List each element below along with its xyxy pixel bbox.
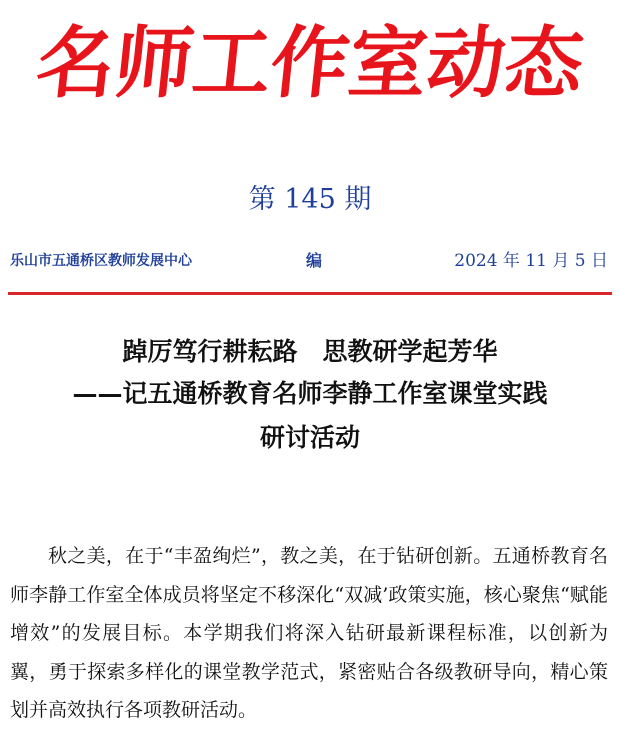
masthead-title: 名师工作室动态	[32, 19, 588, 109]
article-title-line-2: ——记五通桥教育名师李静工作室课堂实践	[72, 379, 548, 408]
issue-date: 2024 年 11 月 5 日	[454, 251, 608, 271]
article-title-line-1: 踔厉笃行耕耘路 思教研学起芳华	[122, 337, 498, 366]
article-title-line-3: 研讨活动	[259, 423, 360, 452]
header-divider	[8, 292, 612, 295]
issue-number: 第 145 期	[248, 184, 372, 215]
article-paragraph: 秋之美，在于“丰盈绚烂”，教之美，在于钻研创新。五通桥教育名师李静工作室全体成员将坚定不移深化“双减’政策实施，核心聚焦“赋能增效”的发展目标。本学期我们将深入钻研最新课程标准，以创新为翼，勇于探索多样化的课堂教学范式，紧密贴合各级教研导向，精心策划并高效执行各项教研活动。	[10, 545, 608, 722]
publisher-name: 乐山市五通桥区教师发展中心	[10, 253, 192, 269]
editor-label: 编	[306, 251, 323, 270]
